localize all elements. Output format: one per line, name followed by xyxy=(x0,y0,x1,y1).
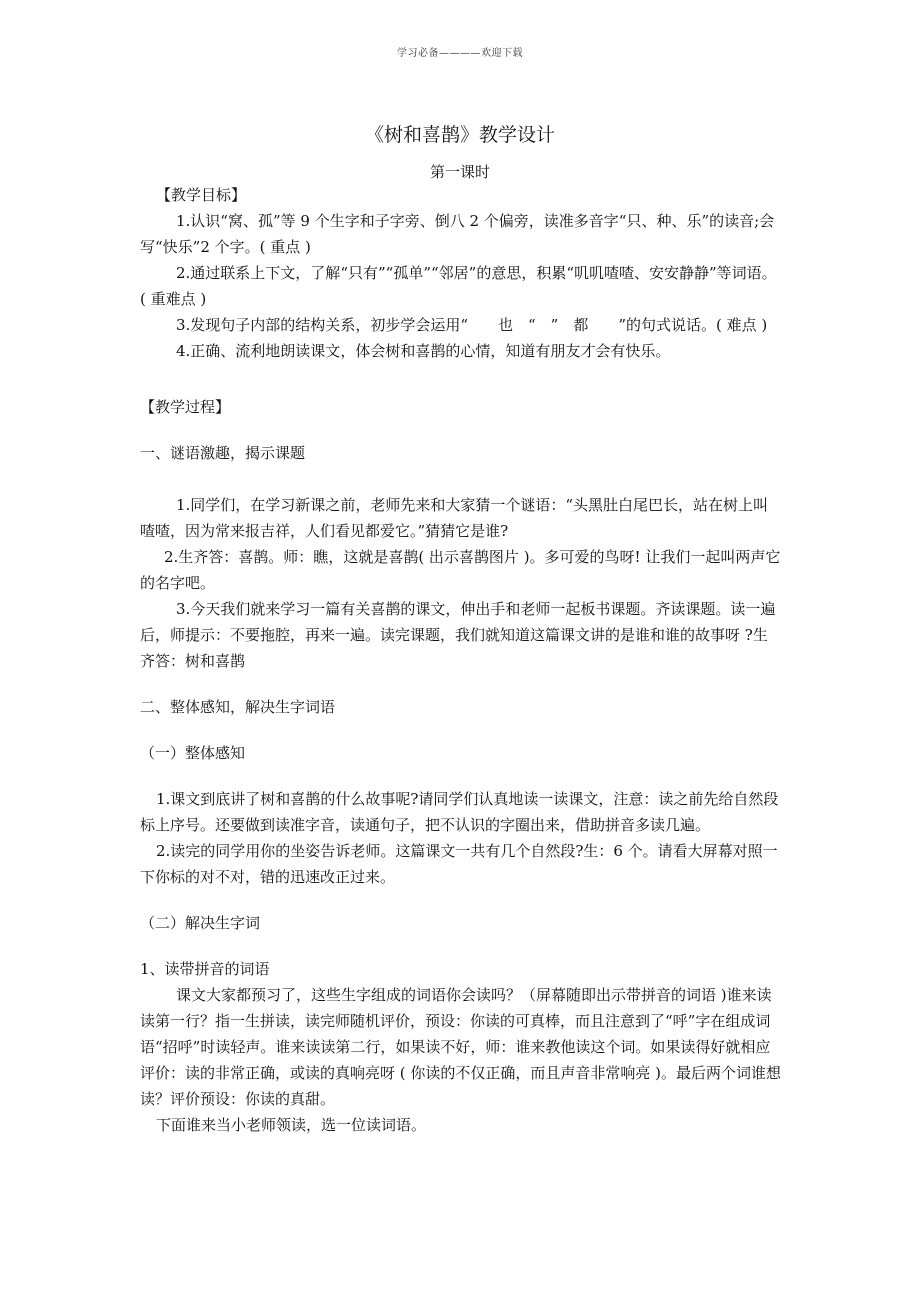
section-heading: 二、整体感知，解决生字词语 xyxy=(140,698,336,716)
section-heading: 一、谜语激趣，揭示课题 xyxy=(140,444,306,462)
subsection-heading: （一）整体感知 xyxy=(140,744,246,762)
objective-item: 4.正确、流利地朗读课文，体会树和喜鹊的心情，知道有朋友才会有快乐。 xyxy=(176,342,671,360)
document-title: 《树和喜鹊》教学设计 xyxy=(364,124,555,146)
paragraph: 课文大家都预习了，这些生字组成的词语你会读吗？（屏幕随即出示带拼音的词语 )谁来读读第一行？指一生拼读，读完师随机评价，预设：你读的可真棒，而且注意到了“呼”字在组成词语“招呼”时读轻声。谁来读读第二行，如果读不好，师：谁来教他读这个词。如果读得好就相应评价：读的非常正确，或读的真响亮呀 ( 你读的不仅正确，而且声音非常响亮 )。最后两个词谁想读？评价预设：你读的真甜。 xyxy=(140,986,782,1108)
document-body xyxy=(140,182,782,1138)
objective-item: 2.通过联系上下文，了解“只有”“孤单”“邻居”的意思，积累“叽叽喳喳、安安静静”等词语。( 重难点 ) xyxy=(140,264,777,308)
paragraph: 下面谁来当小老师领读，选一位读词语。 xyxy=(156,1116,427,1134)
objective-item: 3.发现句子内部的结构关系，初步学会运用“ 也 “ ” 都 ”的句式说话。( 难点 ) xyxy=(176,316,768,334)
paragraph: 2.生齐答：喜鹊。师：瞧，这就是喜鹊( 出示喜鹊图片 )。多可爱的鸟呀! 让我们一起叫两声它的名字吧。 xyxy=(140,548,781,592)
paragraph: 3.今天我们就来学习一篇有关喜鹊的课文，伸出手和老师一起板书课题。齐读课题。读一遍后，师提示：不要拖腔，再来一遍。读完课题，我们就知道这篇课文讲的是谁和谁的故事呀 ?生齐答：树和喜鹊 xyxy=(140,600,776,670)
paragraph: 1.同学们，在学习新课之前，老师先来和大家猜一个谜语：“头黑肚白尾巴长，站在树上叫喳喳，因为常来报吉祥，人们看见都爱它。”猜猜它是谁? xyxy=(140,496,768,540)
subsection-heading: （二）解决生字词 xyxy=(140,914,261,932)
lesson-subtitle: 第一课时 xyxy=(429,163,490,181)
objective-item: 1.认识“窝、孤”等 9 个生字和子字旁、倒八 2 个偏旁，读准多音字“只、种、乐”的读音;会写“快乐”2 个字。( 重点 ) xyxy=(140,212,775,256)
objectives-heading: 【教学目标】 xyxy=(156,186,247,204)
page-header: 学习必备————欢迎下载 xyxy=(397,48,523,59)
paragraph: 1.课文到底讲了树和喜鹊的什么故事呢?请同学们认真地读一读课文，注意：读之前先给自然段标上序号。还要做到读准字音，读通句子，把不认识的字圈出来，借助拼音多读几遍。 xyxy=(140,790,779,834)
item-heading: 1、读带拼音的词语 xyxy=(140,960,270,978)
process-heading: 【教学过程】 xyxy=(140,398,231,416)
paragraph: 2.读完的同学用你的坐姿告诉老师。这篇课文一共有几个自然段?生：6 个。请看大屏幕对照一下你标的对不对，错的迅速改正过来。 xyxy=(140,842,778,886)
